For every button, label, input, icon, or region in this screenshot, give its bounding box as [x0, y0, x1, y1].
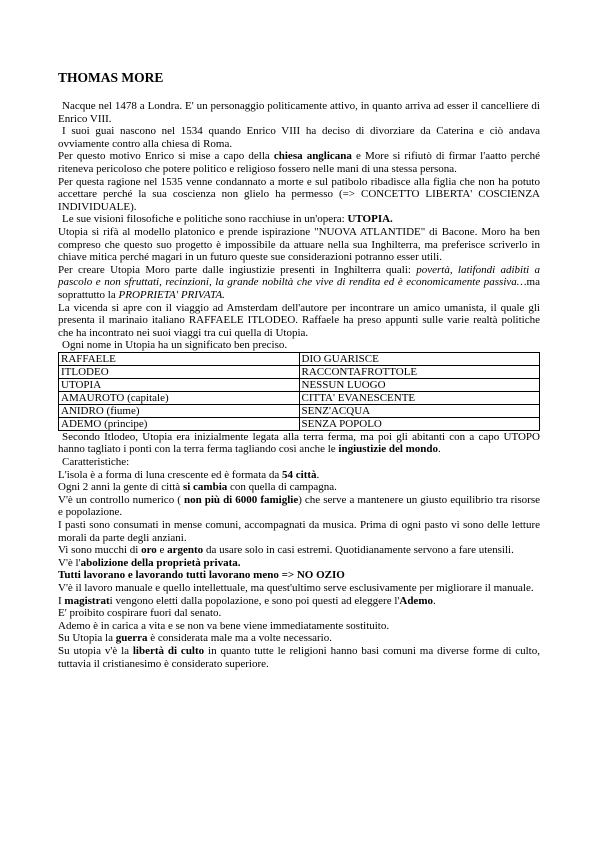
table-cell-meaning: CITTA' EVANESCENTE	[299, 391, 540, 404]
table-cell-name: ANIDRO (fiume)	[59, 404, 300, 417]
table-row	[59, 378, 540, 391]
paragraph-names-intro: Ogni nome in Utopia ha un significato ben preciso.	[62, 339, 288, 352]
names-table	[58, 352, 540, 431]
table-cell-meaning: NESSUN LUOGO	[299, 378, 540, 391]
table-row	[59, 365, 540, 378]
paragraph-island: L'isola è a forma di luna crescente ed è formata da 54 città.	[58, 468, 320, 481]
table-cell-name: UTOPIA	[59, 378, 300, 391]
table-cell-meaning: RACCONTAFROTTOLE	[299, 365, 540, 378]
paragraph-war: Su Utopia la guerra è considerata male ma a volte necessario.	[58, 632, 332, 645]
table-cell-meaning: SENZ'ACQUA	[299, 404, 540, 417]
table-cell-meaning: SENZA POPOLO	[299, 417, 540, 430]
paragraph-rotation: Ogni 2 anni la gente di città si cambia con quella di campagna.	[58, 481, 337, 494]
table-cell-name: ITLODEO	[59, 365, 300, 378]
document-page	[58, 70, 540, 670]
paragraph-model: Utopia si rifà al modello platonico e prende ispirazione "NUOVA ATLANTIDE" di Bacone. Moro ha ben compreso che questo suo progetto è impossibile da attuare nella sua Inghilterra, ma preferisce scriverlo in chiave mitica perché magari in un futuro queste sue considerazioni potranno esser utili.	[58, 225, 540, 264]
paragraph-abolition: V'è l'abolizione della proprietà privata.	[58, 556, 241, 569]
paragraph-senate: E' proibito cospirare fuori dal senato.	[58, 607, 222, 620]
paragraph-troubles: I suoi guai nascono nel 1534 quando Enrico VIII ha deciso di divorziare da Caterina e ciò andava ovviamente contro alla chiesa di Roma.	[58, 125, 540, 150]
paragraph-condemnation: Per questa ragione nel 1535 venne condannato a morte e sul patibolo ribadisce alla figlia che non ha potuto accettare perché la sua coscienza non glielo ha permesso (=> CONCETTO LIBERTA' COSCIENZA INDIVIDUALE).	[58, 175, 540, 213]
document-title: THOMAS MORE	[58, 70, 164, 85]
paragraph-features-heading: Caratteristiche:	[62, 456, 130, 469]
paragraph-magistrates: I magistrati vengono eletti dalla popolazione, e sono poi questi ad eleggere l'Ademo.	[58, 594, 436, 607]
paragraph-ademo: Ademo è in carica a vita e se non va bene viene immediatamente sostituito.	[58, 619, 390, 632]
paragraph-labour: V'è il lavoro manuale e quello intellettuale, ma quest'ultimo serve esclusivamente per migliorare il manuale.	[58, 582, 534, 594]
table-row	[59, 352, 540, 365]
paragraph-birth: Nacque nel 1478 a Londra. E' un personaggio politicamente attivo, in quanto arriva ad esser il cancelliere di Enrico VIII.	[58, 100, 540, 125]
table-cell-meaning: DIO GUARISCE	[299, 352, 540, 365]
paragraph-utopia-intro: Le sue visioni filosofiche e politiche sono racchiuse in un'opera: UTOPIA.	[62, 213, 393, 226]
table-row	[59, 417, 540, 430]
paragraph-injustices: Per creare Utopia Moro parte dalle ingiustizie presenti in Inghilterra quali: povertà, latifondi adibiti a pascolo e non sfruttati, recinzioni, la grande nobiltà che vive di rendita ed è economicamente passiva…ma soprattutto la PROPRIETA' PRIVATA.	[58, 263, 540, 301]
table-row	[59, 404, 540, 417]
paragraph-numeric-control: V'è un controllo numerico ( non più di 6000 famiglie) che serve a mantenere un giusto equilibrio tra risorse e popolazione.	[58, 493, 541, 519]
paragraph-gold: Vi sono mucchi di oro e argento da usare solo in casi estremi. Quotidianamente servono a fare utensili.	[58, 544, 514, 557]
paragraph-story: La vicenda si apre con il viaggio ad Amsterdam dell'autore per incontrare un amico umanista, il quale gli presenta il marinaio italiano RAFFAELE ITLODEO. Raffaele ha preso appunti sulle varie realtà politiche che ha incontrato nei suoi viaggi tra cui quella di Utopia.	[58, 301, 540, 339]
table-cell-name: AMAUROTO (capitale)	[59, 391, 300, 404]
table-cell-name: RAFFAELE	[59, 352, 300, 365]
paragraph-itlodeo: Secondo Itlodeo, Utopia era inizialmente legata alla terra ferma, ma poi gli abitanti con a capo UTOPO hanno tagliato i ponti con la terra ferma tagliando così anche le ingiustizie del mondo.	[58, 430, 540, 456]
paragraph-religion: Su utopia v'è la libertà di culto in quanto tutte le religioni hanno basi comuni ma diverse forme di culto, tuttavia il cristianesimo è considerato superiore.	[58, 644, 540, 670]
paragraph-work: Tutti lavorano e lavorando tutti lavorano meno => NO OZIO	[58, 569, 345, 582]
table-row	[59, 391, 540, 404]
paragraph-anglican: Per questo motivo Enrico si mise a capo della chiesa anglicana e More si rifiutò di firmar l'aatto perché riteneva pericoloso che potere politico e religioso fossero nelle mani di una stessa persona.	[58, 150, 540, 175]
table-cell-name: ADEMO (principe)	[59, 417, 300, 430]
paragraph-meals: I pasti sono consumati in mense comuni, accompagnati da musica. Prima di ogni pasto vi sono delle letture morali da parte degli anziani.	[58, 519, 540, 544]
